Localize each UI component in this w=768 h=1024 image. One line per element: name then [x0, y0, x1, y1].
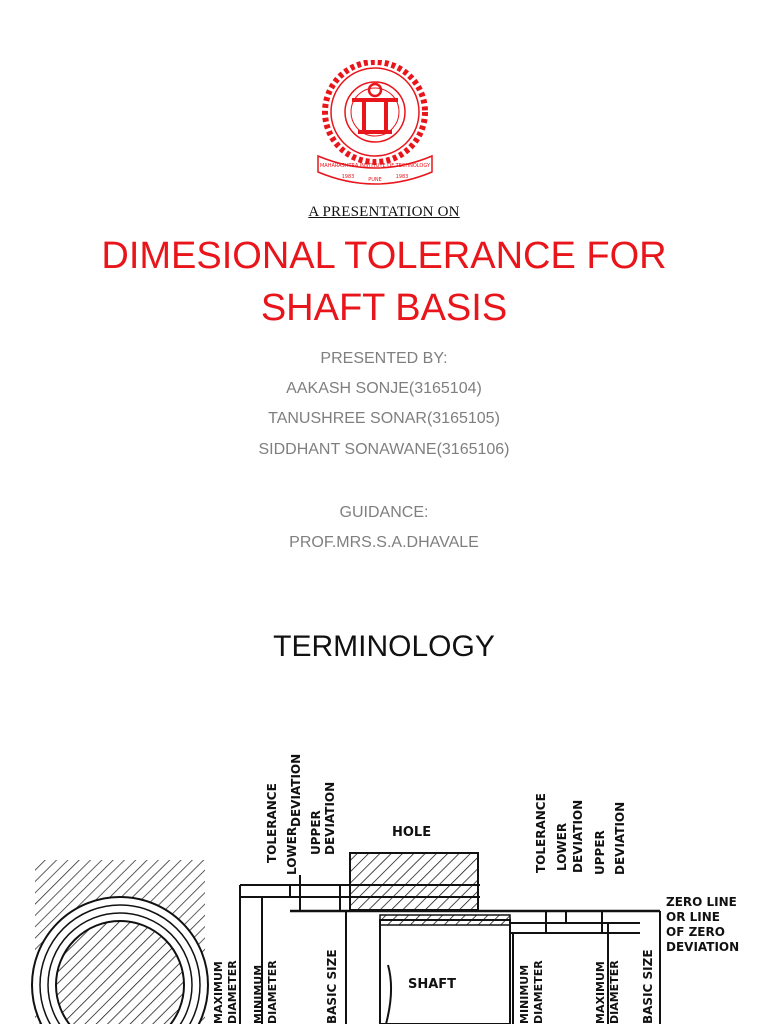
logo-year-right: 1983 [395, 174, 409, 180]
label-diameter-min-right: DIAMETER [532, 960, 545, 1024]
label-upper-deviation-left-2: DEVIATION [323, 781, 337, 855]
label-basic-size-right: BASIC SIZE [641, 949, 655, 1024]
label-zero-line-4: DEVIATION [666, 940, 740, 954]
label-lower-deviation-right-2: DEVIATION [571, 799, 585, 873]
institute-logo [314, 60, 436, 192]
guidance-heading: GUIDANCE: [339, 504, 429, 521]
title-line-1: DIMESIONAL TOLERANCE FOR [101, 235, 667, 277]
presentation-kicker: A PRESENTATION ON [308, 204, 460, 220]
label-zero-line-2: OR LINE [666, 910, 720, 924]
label-zero-line-3: OF ZERO [666, 925, 725, 939]
label-diameter-max-left: DIAMETER [226, 960, 239, 1024]
logo-motto: PUNE [368, 177, 382, 183]
cross-section-drawing [32, 860, 208, 1024]
label-lower-deviation-left-1: LOWER [285, 826, 299, 875]
logo-emblem-text: MAHARASHTRA INSTITUTE OF TECHNOLOGY [319, 163, 431, 169]
label-diameter-max-right: DIAMETER [608, 960, 621, 1024]
tolerance-diagram [0, 735, 768, 1024]
label-hole: HOLE [392, 825, 432, 840]
label-lower-deviation-left-2: DEVIATION [289, 753, 303, 827]
presented-by-heading: PRESENTED BY: [320, 350, 448, 367]
section-title: TERMINOLOGY [273, 630, 495, 663]
label-upper-deviation-left-1: UPPER [309, 810, 323, 855]
presenter-2: TANUSHREE SONAR(3165105) [268, 410, 500, 427]
title-line-2: SHAFT BASIS [260, 287, 508, 329]
logo-year-left: 1983 [341, 174, 355, 180]
label-minimum-left: MINIMUM [252, 964, 265, 1024]
label-maximum-left: MAXIMUM [212, 961, 225, 1024]
label-lower-deviation-right-1: LOWER [555, 822, 569, 871]
guidance-name: PROF.MRS.S.A.DHAVALE [289, 534, 479, 551]
label-tolerance-left: TOLERANCE [265, 783, 279, 863]
presenter-1: AAKASH SONJE(3165104) [286, 380, 482, 397]
label-shaft: SHAFT [408, 977, 457, 992]
label-maximum-right: MAXIMUM [594, 961, 607, 1024]
label-diameter-min-left: DIAMETER [266, 960, 279, 1024]
label-tolerance-right: TOLERANCE [534, 793, 548, 873]
presenter-3: SIDDHANT SONAWANE(3165106) [258, 441, 510, 458]
label-minimum-right: MINIMUM [518, 964, 531, 1024]
slide-title [0, 230, 768, 334]
label-upper-deviation-right-1: UPPER [593, 830, 607, 875]
label-zero-line-1: ZERO LINE [666, 895, 737, 909]
label-basic-size-left: BASIC SIZE [325, 949, 339, 1024]
label-upper-deviation-right-2: DEVIATION [613, 801, 627, 875]
